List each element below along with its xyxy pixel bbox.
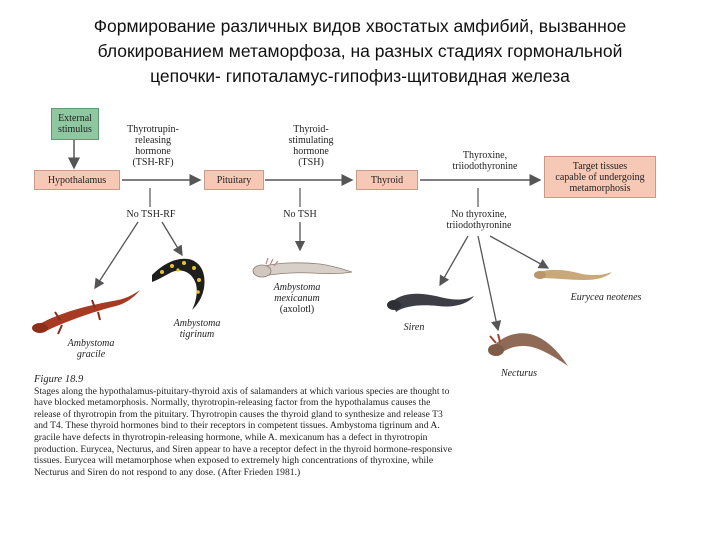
- title-line-2: блокированием метаморфоза, на разных стадиях гормональной: [97, 41, 623, 61]
- no-tsh-text: No TSH: [283, 209, 317, 220]
- branch-eurycea: [490, 236, 548, 268]
- hypothalamus-box: [34, 170, 120, 190]
- mexicanum-line-3: (axolotl): [279, 304, 315, 315]
- tigrinum-line-1: Ambystoma: [173, 318, 221, 329]
- thyroxine-line-2: triiodothyronine: [452, 161, 518, 172]
- pituitary-label: Pituitary: [216, 174, 252, 186]
- external-stimulus-line-2: stimulus: [58, 124, 92, 135]
- tigrinum-salamander-drawing: [152, 259, 205, 310]
- pituitary-box: [204, 170, 264, 190]
- thyroid-box: [356, 170, 418, 190]
- caption-text: Stages along the hypothalamus-pituitary-thyroid axis of salamanders at which various species are thought to have blocked metamorphosis. Normally, thyrotropin-releasing factor from the hypothalamus causes the release of thyrotropin from the pituitary. Thyrotropin causes the thyroid gland to synthesize and release T3 and T4. These thyroid hormones bind to their receptors in competent tissues. Ambystoma tigrinum and A. gracile have defects in thyrotropin-releasing hormone, while A. mexicanum has a defect in thyrotropin production. Eurycea, Necturus, and Siren appear to have a receptor defect in the thyroid hormone-responsive tissues. Eurycea will metamorphose when exposed to extremely high concentrations of thyroxine, while Necturus and Siren do not respond to any dose. (After Frieden 1981.): [34, 385, 452, 478]
- branch-siren: [440, 236, 468, 285]
- tsh-line-4: (TSH): [298, 157, 324, 168]
- eurycea-label: [566, 292, 646, 303]
- necturus-label: [494, 368, 544, 379]
- thyroid-label: Thyroid: [370, 174, 404, 186]
- mexicanum-label: [262, 282, 332, 315]
- tsh-label: [276, 124, 346, 168]
- tsh-line-2: stimulating: [288, 135, 334, 146]
- no-trh-label: [118, 209, 184, 220]
- mexicanum-line-2: mexicanum: [274, 293, 320, 304]
- target-line-3: metamorphosis: [569, 182, 631, 194]
- title-line-3: цепочки- гипоталамус-гипофиз-щитовидная железа: [150, 66, 570, 86]
- no-tsh-label: [274, 209, 326, 220]
- gracile-salamander-drawing: [32, 290, 140, 334]
- gracile-label: [56, 338, 126, 360]
- no-trh-text: No TSH-RF: [126, 209, 176, 220]
- external-stimulus-line-1: External: [58, 113, 92, 124]
- branch-necturus: [478, 236, 498, 330]
- title-line-1: Формирование различных видов хвостатых амфибий, вызванное: [93, 16, 627, 36]
- tsh-line-1: Thyroid-: [293, 124, 329, 135]
- figure-caption: [34, 374, 454, 478]
- figure-number: Figure 18.9: [34, 374, 84, 385]
- eurycea-drawing: [534, 270, 612, 280]
- hypothalamus-label: Hypothalamus: [47, 174, 107, 186]
- trh-line-2: releasing: [134, 135, 172, 146]
- trh-label: [118, 124, 188, 168]
- gracile-line-2: gracile: [76, 349, 106, 360]
- necturus-drawing: [488, 333, 568, 366]
- tsh-line-3: hormone: [293, 146, 329, 157]
- tigrinum-label: [162, 318, 232, 340]
- trh-line-4: (TSH-RF): [132, 157, 174, 168]
- axolotl-drawing: [253, 258, 352, 277]
- siren-label: [394, 322, 434, 333]
- branch-gracile: [95, 222, 138, 288]
- target-line-1: Target tissues: [572, 160, 628, 172]
- target-line-2: capable of undergoing: [555, 171, 645, 183]
- siren-drawing: [387, 294, 474, 312]
- no-thyroxine-line-1: No thyroxine,: [451, 209, 507, 220]
- external-stimulus-box: [51, 108, 99, 140]
- thyroxine-line-1: Thyroxine,: [462, 150, 508, 161]
- trh-line-3: hormone: [135, 146, 171, 157]
- mexicanum-line-1: Ambystoma: [273, 282, 321, 293]
- gracile-line-1: Ambystoma: [67, 338, 115, 349]
- target-tissues-box: [544, 156, 656, 198]
- necturus-text: Necturus: [500, 368, 538, 379]
- trh-line-1: Thyrotrupin-: [127, 124, 179, 135]
- thyroxine-label: [440, 150, 530, 172]
- eurycea-text: Eurycea neotenes: [570, 292, 642, 303]
- no-thyroxine-line-2: triiodothyronine: [446, 220, 512, 231]
- branch-tigrinum: [162, 222, 182, 255]
- siren-text: Siren: [403, 322, 425, 333]
- no-thyroxine-label: [434, 209, 524, 231]
- tigrinum-line-2: tigrinum: [179, 329, 215, 340]
